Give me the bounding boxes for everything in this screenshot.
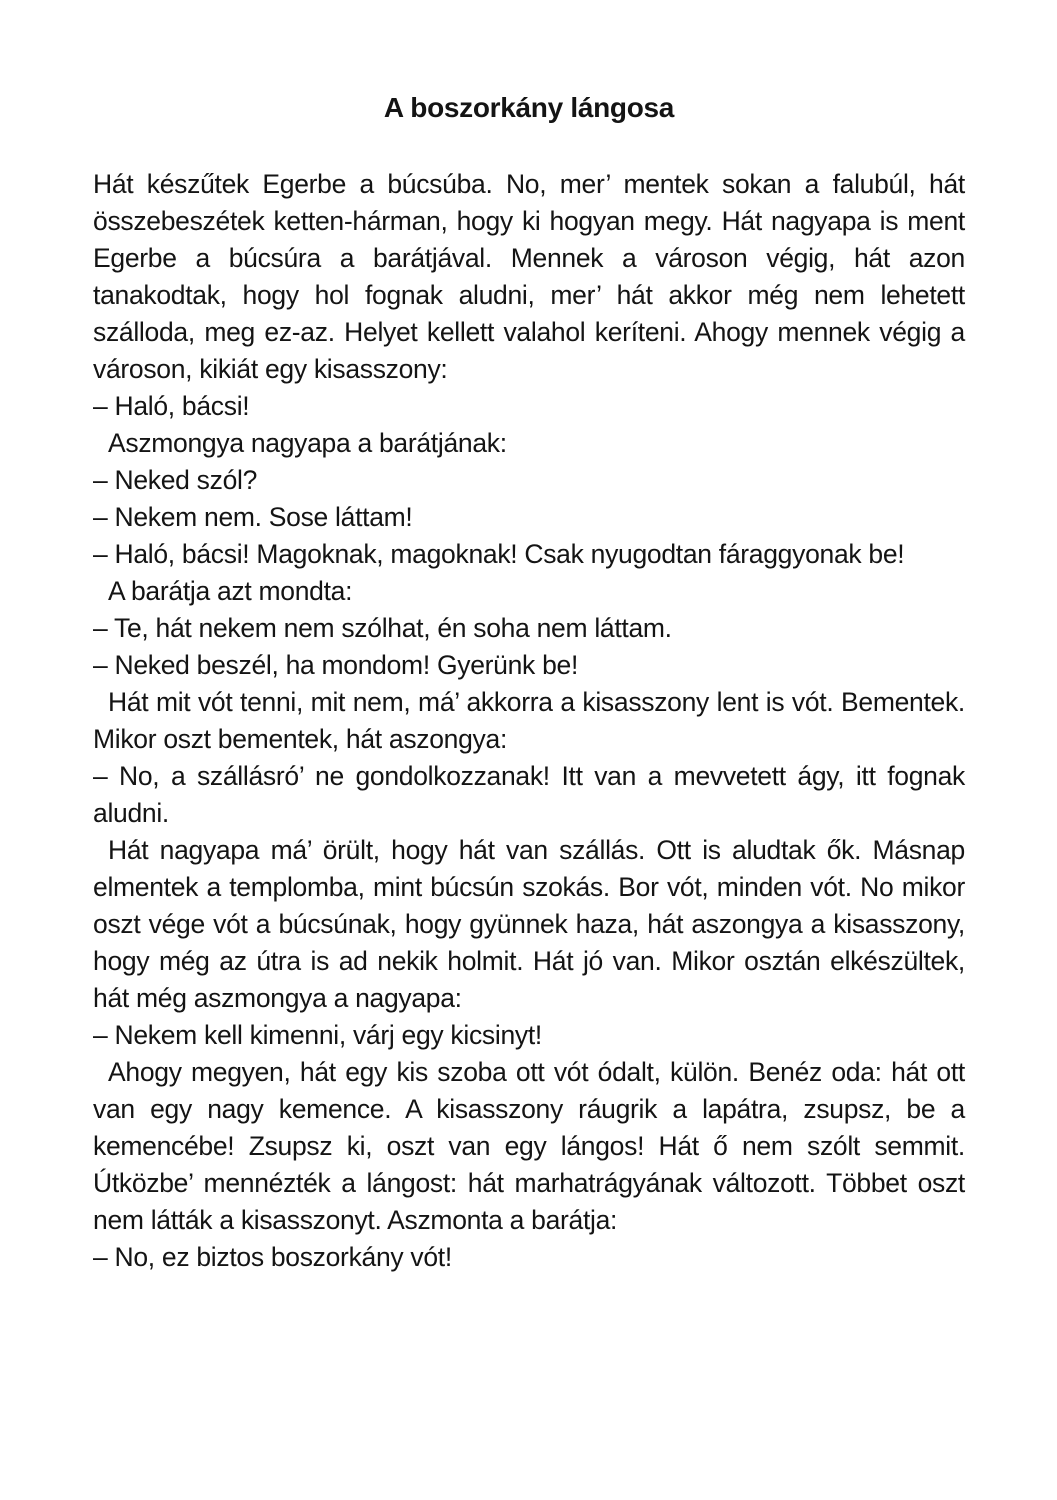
dialogue-line: – Haló, bácsi! <box>93 391 250 421</box>
dialogue-line: – Nekem kell kimenni, várj egy kicsinyt! <box>93 1020 542 1050</box>
dialogue-line: – No, ez biztos boszorkány vót! <box>93 1242 452 1272</box>
story-paragraph: Aszmongya nagyapa a barátjának: <box>108 428 507 458</box>
story-paragraph: Ahogy megyen, hát egy kis szoba ott vót ódalt, külön. Benéz oda: hát ott van egy nagy kemence. A kisasszony ráugrik a lapátra, zsupsz, be a kemencébe! Zsupsz ki, oszt van egy lángos! Hát ő nem szólt semmit. Útközbe’ mennézték a lángost: hát marhatrágyának változott. Többet oszt nem látták a kisasszonyt. Aszmonta a barátja: <box>93 1057 965 1235</box>
story-paragraph: A barátja azt mondta: <box>108 576 353 606</box>
dialogue-line: – Nekem nem. Sose láttam! <box>93 502 413 532</box>
document-title: A boszorkány lángosa <box>383 92 675 123</box>
story-body <box>93 166 965 1276</box>
story-paragraph: Hát készűtek Egerbe a búcsúba. No, mer’ mentek sokan a falubúl, hát összebeszétek ketten-hárman, hogy ki hogyan megy. Hát nagyapa is ment Egerbe a búcsúra a barátjával. Mennek a városon végig, hát azon tanakodtak, hogy hol fognak aludni, mer’ hát akkor még nem lehetett szálloda, meg ez-az. Helyet kellett valahol keríteni. Ahogy mennek végig a városon, kikiát egy kisasszony: <box>93 169 965 384</box>
dialogue-line: – No, a szállásró’ ne gondolkozzanak! Itt van a mevvetett ágy, itt fognak aludni. <box>93 761 965 828</box>
dialogue-line: – Neked beszél, ha mondom! Gyerünk be! <box>93 650 579 680</box>
dialogue-line: – Neked szól? <box>93 465 258 495</box>
story-paragraph: Hát mit vót tenni, mit nem, má’ akkorra a kisasszony lent is vót. Bementek. Mikor oszt bementek, hát aszongya: <box>93 687 965 754</box>
story-paragraph: Hát nagyapa má’ örült, hogy hát van szállás. Ott is aludtak ők. Másnap elmentek a templomba, mint búcsún szokás. Bor vót, minden vót. No mikor oszt vége vót a búcsúnak, hogy gyünnek haza, hát aszongya a kisasszony, hogy még az útra is ad nekik holmit. Hát jó van. Mikor osztán elkészültek, hát még aszmongya a nagyapa: <box>93 835 965 1013</box>
dialogue-line: – Te, hát nekem nem szólhat, én soha nem láttam. <box>93 613 672 643</box>
dialogue-line: – Haló, bácsi! Magoknak, magoknak! Csak nyugodtan fáraggyonak be! <box>93 539 905 569</box>
